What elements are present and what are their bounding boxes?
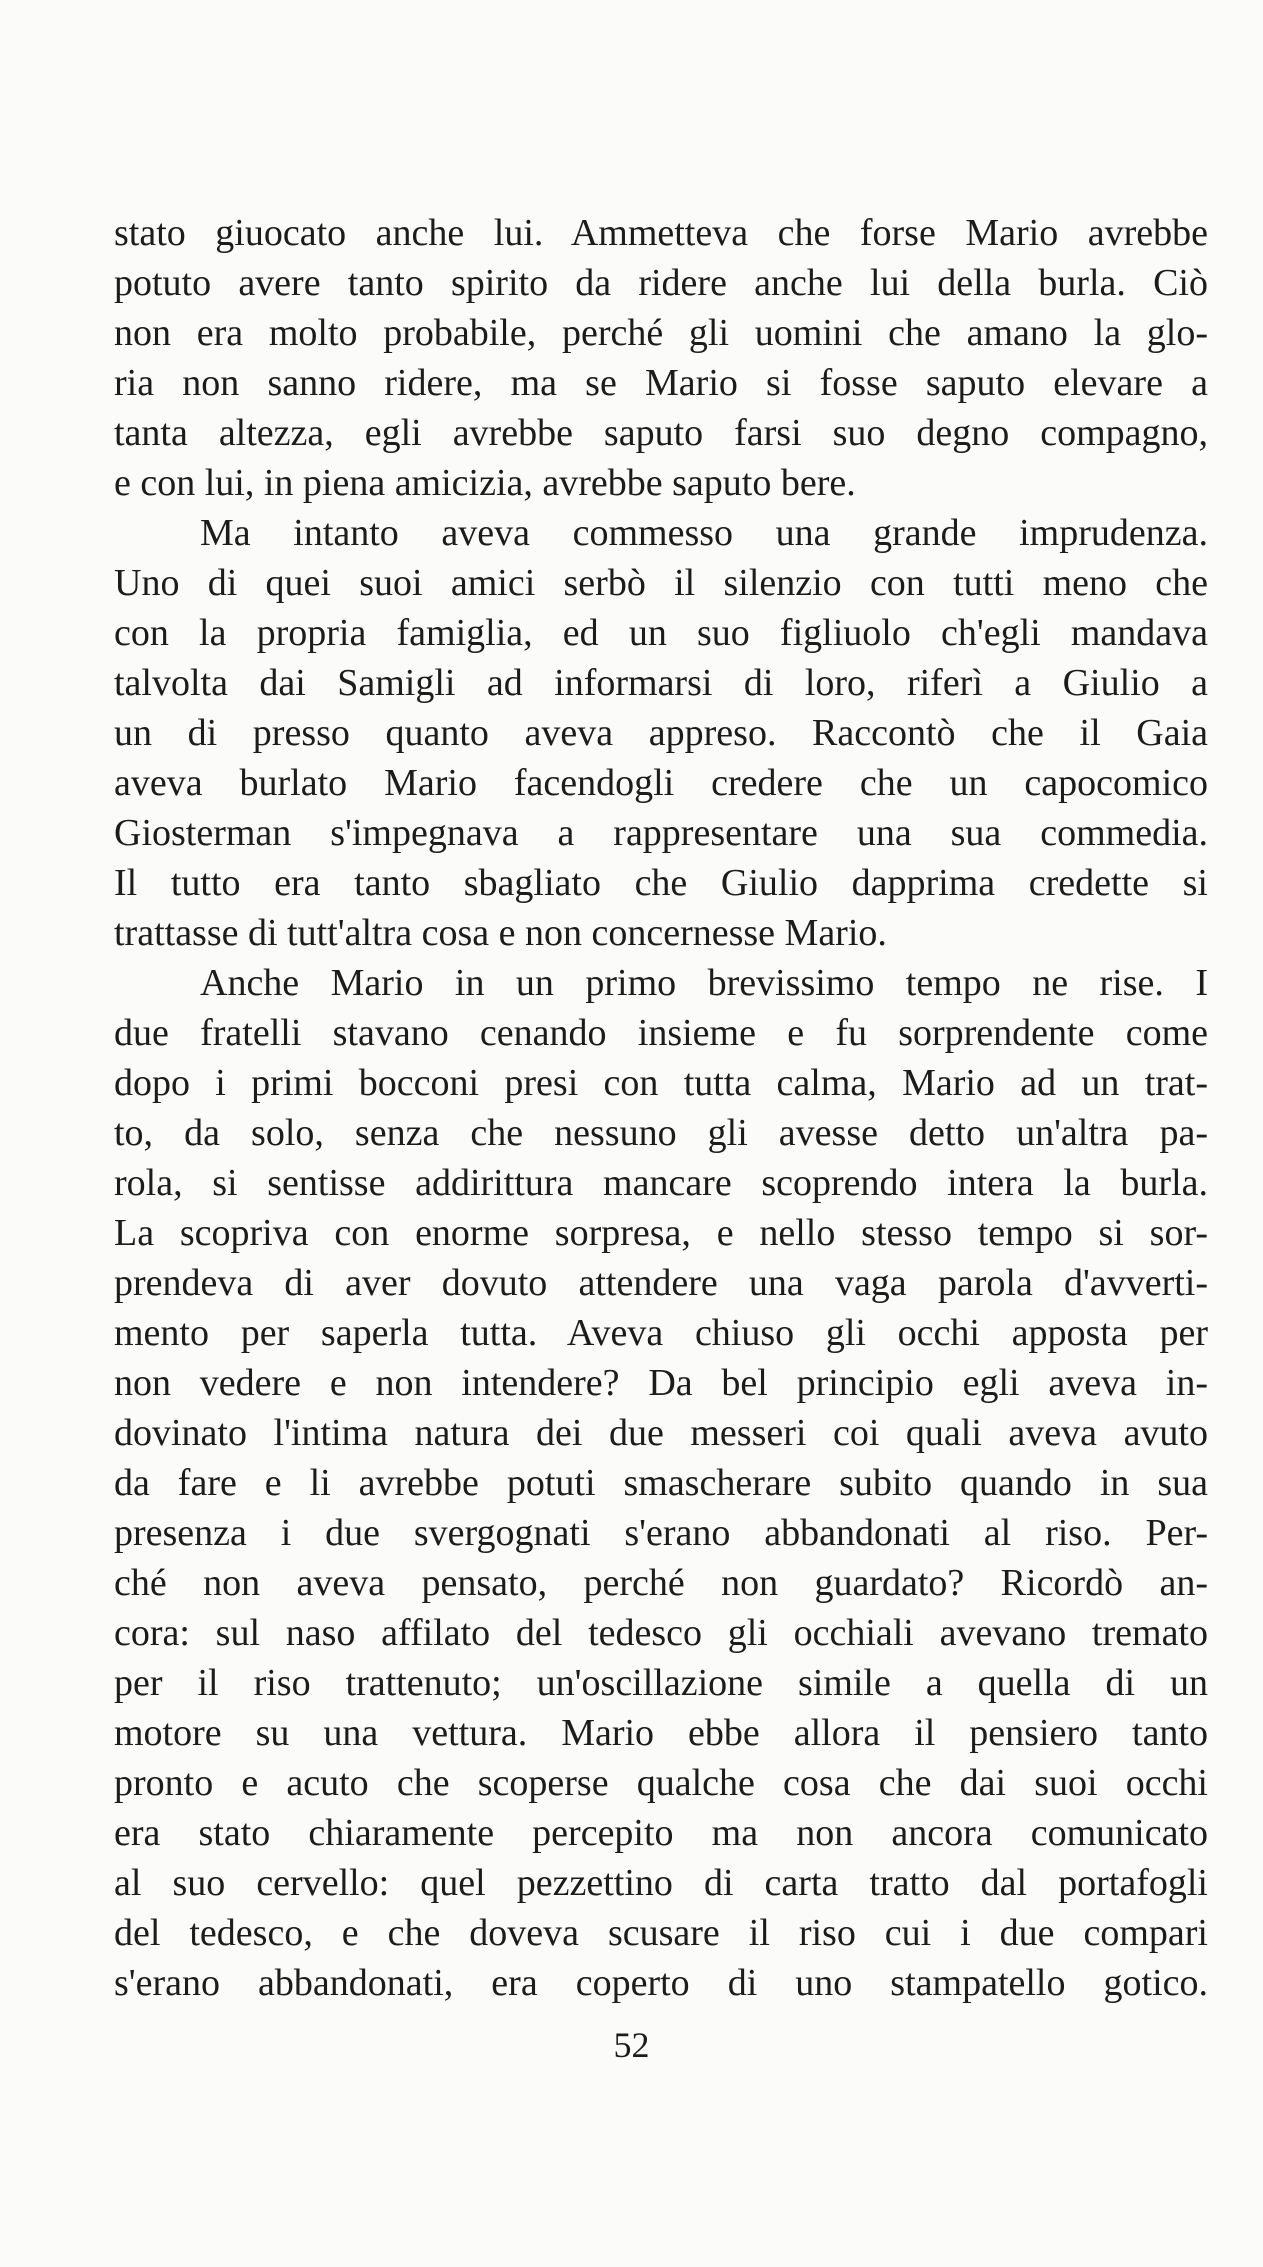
text-line: del tedesco, e che doveva scusare il riso cui i due compari [114,1912,1208,1954]
text-line: non vedere e non intendere? Da bel principio egli aveva in- [114,1362,1208,1404]
text-line: tanta altezza, egli avrebbe saputo farsi suo degno compagno, [114,412,1208,454]
paragraph-2 [114,508,1208,958]
paragraph-3 [114,958,1208,2008]
text-line: un di presso quanto aveva appreso. Raccontò che il Gaia [114,712,1208,754]
text-line: al suo cervello: quel pezzettino di carta tratto dal portafogli [114,1862,1208,1904]
text-line: due fratelli stavano cenando insieme e fu sorprendente come [114,1012,1208,1054]
text-line: s'erano abbandonati, era coperto di uno stampatello gotico. [114,1962,1208,2004]
text-line: cora: sul naso affilato del tedesco gli occhiali avevano tremato [114,1612,1208,1654]
text-line: da fare e li avrebbe potuti smascherare subito quando in sua [114,1462,1208,1504]
page-number: 52 [613,2025,650,2065]
text-line: motore su una vettura. Mario ebbe allora il pensiero tanto [114,1712,1208,1754]
text-line: mento per saperla tutta. Aveva chiuso gli occhi apposta per [114,1312,1208,1354]
text-line: aveva burlato Mario facendogli credere che un capocomico [114,762,1208,804]
text-line: presenza i due svergognati s'erano abbandonati al riso. Per- [114,1512,1208,1554]
text-line: per il riso trattenuto; un'oscillazione simile a quella di un [114,1662,1208,1704]
text-line: non era molto probabile, perché gli uomini che amano la glo- [114,312,1208,354]
text-line: e con lui, in piena amicizia, avrebbe saputo bere. [114,462,856,504]
text-line: con la propria famiglia, ed un suo figliuolo ch'egli mandava [114,612,1208,654]
text-line: Giosterman s'impegnava a rappresentare una sua commedia. [114,812,1208,854]
text-line: era stato chiaramente percepito ma non ancora comunicato [114,1812,1208,1854]
text-line: Anche Mario in un primo brevissimo tempo ne rise. I [200,962,1208,1004]
body-text [114,208,1208,2008]
text-line: Uno di quei suoi amici serbò il silenzio con tutti meno che [114,562,1208,604]
text-line: rola, si sentisse addirittura mancare scoprendo intera la burla. [114,1162,1208,1204]
text-line: dovinato l'intima natura dei due messeri coi quali aveva avuto [114,1412,1208,1454]
text-line: talvolta dai Samigli ad informarsi di loro, riferì a Giulio a [114,662,1208,704]
text-line: pronto e acuto che scoperse qualche cosa che dai suoi occhi [114,1762,1208,1804]
paragraph-1 [114,208,1208,508]
text-line: ché non aveva pensato, perché non guardato? Ricordò an- [114,1562,1208,1604]
text-line: dopo i primi bocconi presi con tutta calma, Mario ad un trat- [114,1062,1208,1104]
text-line: Il tutto era tanto sbagliato che Giulio dapprima credette si [114,862,1208,904]
text-line: trattasse di tutt'altra cosa e non concernesse Mario. [114,912,887,954]
text-line: Ma intanto aveva commesso una grande imprudenza. [200,512,1208,554]
text-line: potuto avere tanto spirito da ridere anche lui della burla. Ciò [114,262,1208,304]
text-line: to, da solo, senza che nessuno gli avesse detto un'altra pa- [114,1112,1208,1154]
text-line: La scopriva con enorme sorpresa, e nello stesso tempo si sor- [114,1212,1208,1254]
text-line: ria non sanno ridere, ma se Mario si fosse saputo elevare a [114,362,1208,404]
text-line: prendeva di aver dovuto attendere una vaga parola d'avverti- [114,1262,1208,1304]
text-line: stato giuocato anche lui. Ammetteva che forse Mario avrebbe [114,212,1208,254]
